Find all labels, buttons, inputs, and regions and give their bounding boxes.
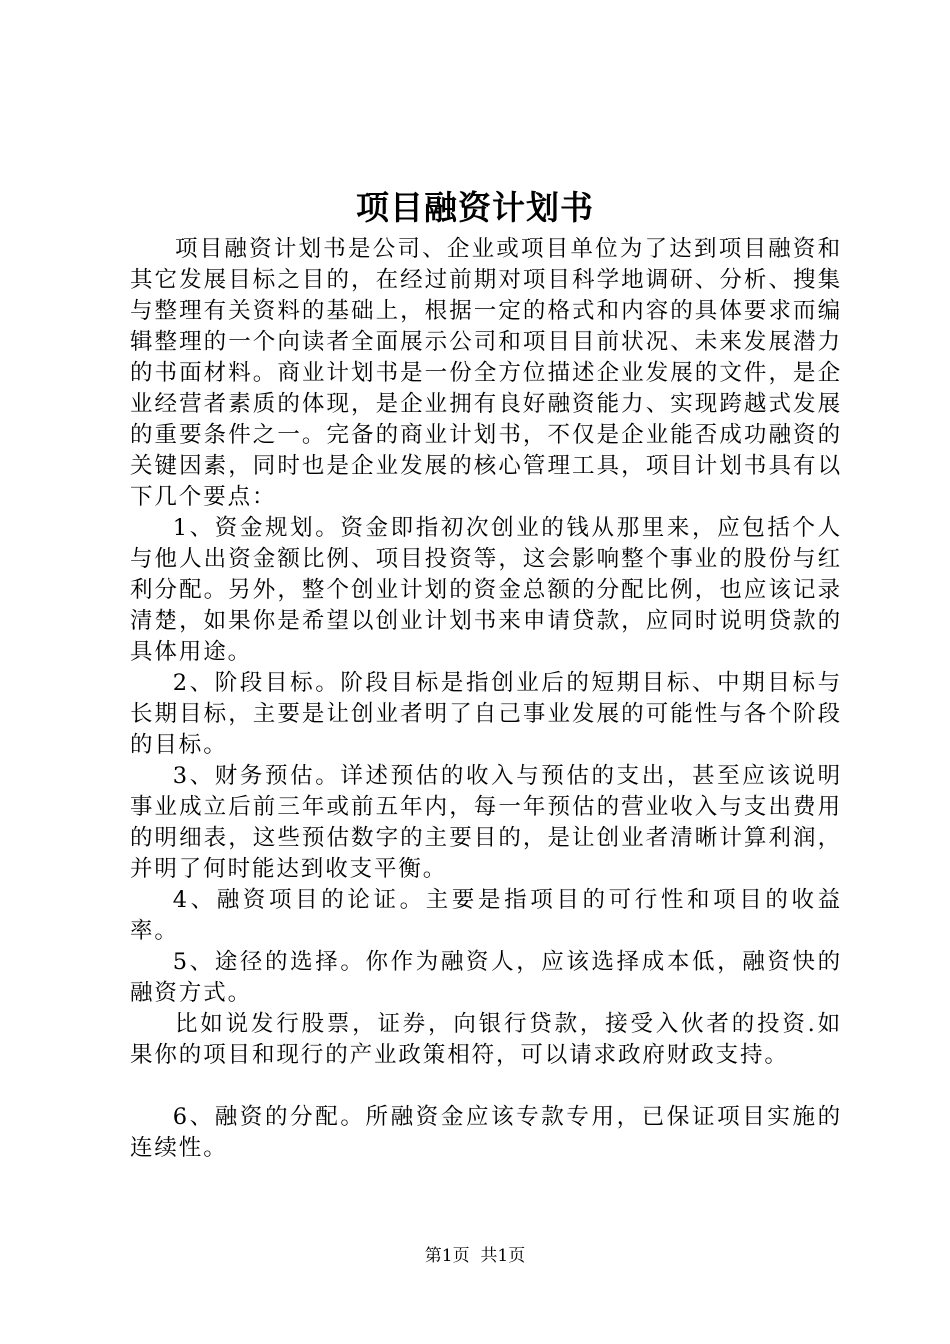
point-4-paragraph: 4、融资项目的论证。主要是指项目的可行性和项目的收益率。 bbox=[130, 887, 842, 944]
point-6-paragraph: 6、融资的分配。所融资金应该专款专用，已保证项目实施的连续性。 bbox=[130, 1104, 842, 1161]
point-1-paragraph: 1、资金规划。资金即指初次创业的钱从那里来，应包括个人与他人出资金额比例、项目投资等，这会影响整个事业的股份与红利分配。另外，整个创业计划的资金总额的分配比例，也应该记录清楚，如果你是希望以创业计划书来申请贷款，应同时说明贷款的具体用途。 bbox=[130, 515, 842, 665]
point-3-paragraph: 3、财务预估。详述预估的收入与预估的支出，甚至应该说明事业成立后前三年或前五年内，每一年预估的营业收入与支出费用的明细表，这些预估数字的主要目的，是让创业者清晰计算利润，并明了何时能达到收支平衡。 bbox=[130, 763, 842, 882]
financing-example-paragraph: 比如说发行股票，证券，向银行贷款，接受入伙者的投资.如果你的项目和现行的产业政策相符，可以请求政府财政支持。 bbox=[130, 1011, 842, 1068]
document-body bbox=[130, 234, 842, 1164]
page-number-label: 第1页 共1页 bbox=[424, 1246, 526, 1266]
point-2-paragraph: 2、阶段目标。阶段目标是指创业后的短期目标、中期目标与长期目标，主要是让创业者明了自己事业发展的可能性与各个阶段的目标。 bbox=[130, 670, 842, 758]
document-title: 项目融资计划书 bbox=[356, 188, 594, 227]
point-5-paragraph: 5、途径的选择。你作为融资人，应该选择成本低，融资快的融资方式。 bbox=[130, 949, 842, 1006]
intro-paragraph: 项目融资计划书是公司、企业或项目单位为了达到项目融资和其它发展目标之目的，在经过前期对项目科学地调研、分析、搜集与整理有关资料的基础上，根据一定的格式和内容的具体要求而编辑整理的一个向读者全面展示公司和项目目前状况、未来发展潜力的书面材料。商业计划书是一份全方位描述企业发展的文件，是企业经营者素质的体现，是企业拥有良好融资能力、实现跨越式发展的重要条件之一。完备的商业计划书，不仅是企业能否成功融资的关键因素，同时也是企业发展的核心管理工具，项目计划书具有以下几个要点： bbox=[130, 236, 842, 510]
page-footer bbox=[0, 1244, 950, 1268]
